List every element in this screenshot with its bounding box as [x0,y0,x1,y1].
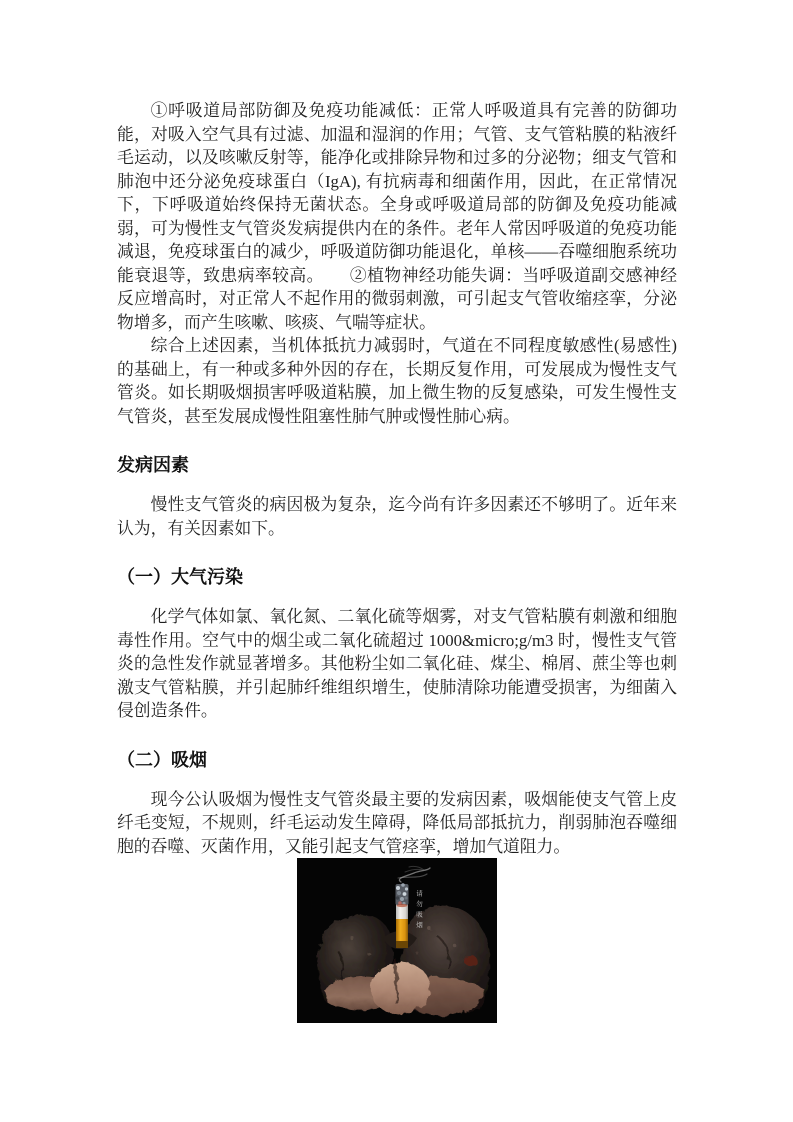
no-smoking-vertical-label: 请勿吸烟 [415,890,422,932]
black-lungs-cigarette-graphic [297,858,497,1023]
paragraph-respiratory-defense: ①呼吸道局部防御及免疫功能减低：正常人呼吸道具有完善的防御功能，对吸入空气具有过滤、加温和湿润的作用；气管、支气管粘膜的粘液纤毛运动，以及咳嗽反射等，能净化或排除异物和过多的分泌物；细支气管和肺泡中还分泌免疫球蛋白（IgA), 有抗病毒和细菌作用，因此，在正常情况下，下呼吸道始终保持无菌状态。全身或呼吸道局部的防御及免疫功能减弱，可为慢性支气管炎发病提供内在的条件。老年人常因呼吸道的免疫功能减退，免疫球蛋白的减少，呼吸道防御功能退化，单核——吞噬细胞系统功能衰退等，致患病率较高。 ②植物神经功能失调：当呼吸道副交感神经反应增高时，对正常人不起作用的微弱刺激，可引起支气管收缩痉挛，分泌物增多，而产生咳嗽、咳痰、气喘等症状。 [117,101,677,332]
heading-smoking: （二）吸烟 [117,749,207,770]
paragraph-etiology-intro: 慢性支气管炎的病因极为复杂，迄今尚有许多因素还不够明了。近年来认为，有关因素如下。 [117,495,677,538]
cigarette-ember [397,904,408,907]
heading-air-pollution: （一）大气污染 [117,567,243,587]
smoking-lungs-figure [117,858,677,1023]
smoking-lungs-image [297,858,497,1023]
paragraph-combined-factors: 综合上述因素，当机体抵抗力减弱时，气道在不同程度敏感性(易感性)的基础上，有一种或多种外因的存在，长期反复作用，可发展成为慢性支气管炎。如长期吸烟损害呼吸道粘膜，加上微生物的反复感染，可发生慢性支气管炎，甚至发展成慢性阻塞性肺气肿或慢性肺心病。 [117,336,677,426]
paragraph-air-pollution: 化学气体如氯、氧化氮、二氧化硫等烟雾，对支气管粘膜有刺激和细胞毒性作用。空气中的烟尘或二氧化硫超过 1000&micro;g/m3 时，慢性支气管炎的急性发作就显著增多。其他粉尘如二氧化硅、煤尘、棉屑、蔗尘等也刺激支气管粘膜，并引起肺纤维组织增生，使肺清除功能遭受损害，为细菌入侵创造条件。 [117,607,677,720]
paragraph-smoking: 现今公认吸烟为慢性支气管炎最主要的发病因素，吸烟能使支气管上皮纤毛变短，不规则，纤毛运动发生障碍，降低局部抵抗力，削弱肺泡吞噬细胞的吞噬、灭菌作用，又能引起支气管痉挛，增加气道阻力。 [117,789,677,856]
article-body [117,0,677,1023]
heading-pathogenic-factors: 发病因素 [117,455,189,475]
cigarette-graphic [396,883,409,948]
